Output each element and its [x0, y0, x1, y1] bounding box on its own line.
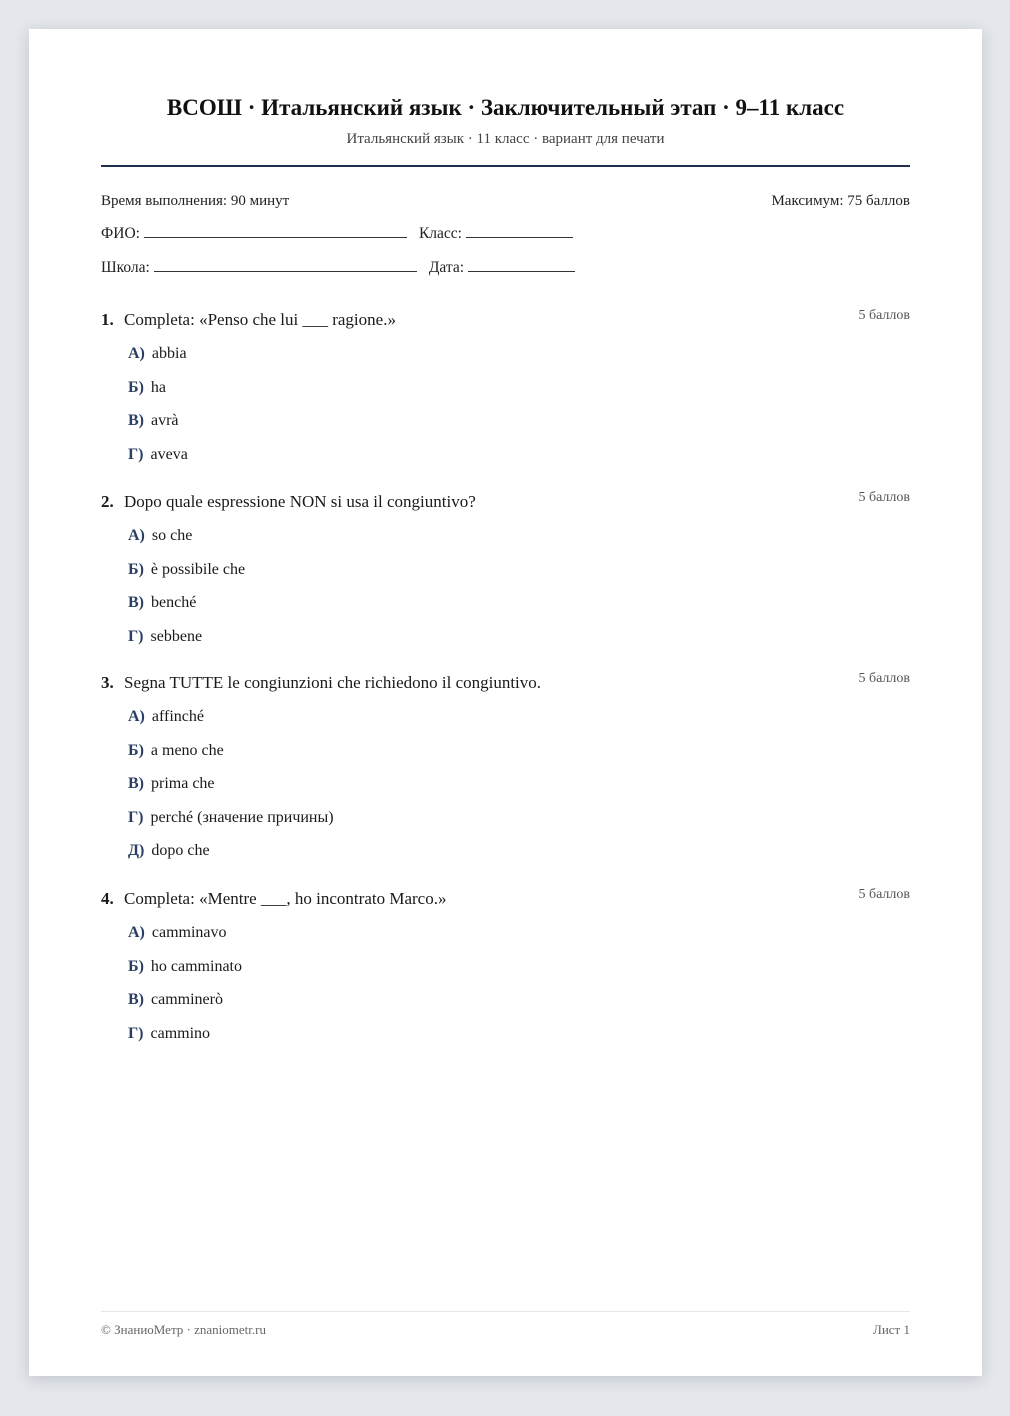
option-letter: Д) [128, 842, 145, 860]
question-text: Segna TUTTE le congiunzioni che richiedono il congiuntivo. [124, 673, 542, 692]
footer-divider [101, 1311, 910, 1312]
option-text: è possibile che [150, 560, 246, 578]
answer-option[interactable] [128, 444, 910, 478]
page-title: ВСОШ · Итальянский язык · Заключительный этап · 9–11 класс [166, 95, 845, 120]
answer-option[interactable] [128, 807, 910, 841]
question-points: 5 баллов [858, 671, 910, 686]
answer-option[interactable] [128, 989, 910, 1023]
answer-option[interactable] [128, 706, 910, 740]
question-number: 2. [101, 492, 114, 511]
school-label: Школа: [101, 259, 150, 276]
question-text: Completa: «Mentre ___, ho incontrato Marco.» [124, 889, 447, 908]
fio-class-row [101, 225, 573, 243]
answer-option[interactable] [128, 377, 910, 411]
time-limit: Время выполнения: 90 минут [101, 193, 290, 209]
option-text: a meno che [150, 741, 224, 759]
class-field[interactable] [466, 225, 573, 238]
answer-options [101, 525, 910, 659]
option-text: abbia [151, 345, 187, 362]
option-letter: Г) [128, 1024, 144, 1042]
option-letter: А) [128, 708, 145, 725]
question-4 [101, 887, 910, 1056]
question-number: 1. [101, 310, 114, 329]
option-text: affinché [151, 708, 205, 725]
answer-option[interactable] [128, 626, 910, 660]
question-header [101, 671, 910, 695]
option-letter: А) [128, 527, 145, 544]
option-letter: Б) [128, 741, 144, 759]
question-points: 5 баллов [858, 308, 910, 323]
option-letter: Б) [128, 957, 144, 975]
option-letter: Б) [128, 378, 144, 396]
exam-meta [101, 193, 910, 210]
answer-option[interactable] [128, 840, 910, 874]
option-letter: В) [128, 775, 144, 793]
option-text: benché [151, 594, 197, 612]
question-text: Dopo quale espressione NON si usa il congiuntivo? [124, 492, 476, 511]
date-field[interactable] [468, 259, 575, 272]
option-text: prima che [151, 775, 215, 793]
document-sheet [29, 29, 982, 1376]
date-label: Дата: [428, 259, 465, 276]
answer-option[interactable] [128, 410, 910, 444]
option-text: so che [151, 527, 193, 544]
answer-option[interactable] [128, 773, 910, 807]
footer-copyright: © ЗнаниоМетр · znaniometr.ru [101, 1322, 266, 1337]
question-2 [101, 490, 910, 659]
max-score: Максимум: 75 баллов [771, 193, 910, 209]
answer-options [101, 343, 910, 477]
answer-option[interactable] [128, 740, 910, 774]
question-header [101, 308, 910, 332]
option-text: cammino [150, 1024, 211, 1042]
fio-label: ФИО: [101, 225, 140, 242]
page-subtitle: Итальянский язык · 11 класс · вариант для печати [346, 131, 665, 147]
question-header [101, 887, 910, 911]
answer-option[interactable] [128, 559, 910, 593]
answer-option[interactable] [128, 592, 910, 626]
option-text: perché (значение причины) [150, 808, 334, 826]
option-letter: А) [128, 345, 145, 362]
header-divider [101, 165, 910, 167]
question-3 [101, 671, 910, 874]
option-text: sebbene [150, 627, 203, 645]
question-points: 5 баллов [858, 490, 910, 505]
page-footer [101, 1322, 910, 1338]
sheet-number: Лист 1 [873, 1322, 910, 1337]
document-content [101, 29, 910, 1376]
answer-option[interactable] [128, 922, 910, 956]
fio-field[interactable] [144, 225, 407, 238]
option-letter: Г) [128, 445, 144, 463]
answer-option[interactable] [128, 956, 910, 990]
option-letter: В) [128, 412, 144, 430]
option-text: aveva [150, 445, 188, 463]
question-points: 5 баллов [858, 887, 910, 902]
question-number: 4. [101, 889, 114, 908]
answer-option[interactable] [128, 525, 910, 559]
answer-options [101, 922, 910, 1056]
school-field[interactable] [154, 259, 417, 272]
question-header [101, 490, 910, 514]
option-letter: Г) [128, 627, 144, 645]
option-letter: А) [128, 924, 145, 941]
option-text: ho camminato [150, 957, 242, 975]
question-number: 3. [101, 673, 114, 692]
school-date-row [101, 259, 575, 277]
class-label: Класс: [418, 225, 462, 242]
option-letter: В) [128, 991, 144, 1009]
option-text: camminavo [151, 924, 227, 941]
option-text: avrà [151, 412, 179, 430]
answer-options [101, 706, 910, 874]
answer-option[interactable] [128, 1023, 910, 1057]
option-letter: В) [128, 594, 144, 612]
question-text: Completa: «Penso che lui ___ ragione.» [124, 310, 396, 329]
option-text: ha [150, 378, 167, 396]
answer-option[interactable] [128, 343, 910, 377]
option-letter: Г) [128, 808, 144, 826]
question-1 [101, 308, 910, 477]
option-text: dopo che [151, 842, 210, 860]
option-text: camminerò [151, 991, 223, 1009]
option-letter: Б) [128, 560, 144, 578]
